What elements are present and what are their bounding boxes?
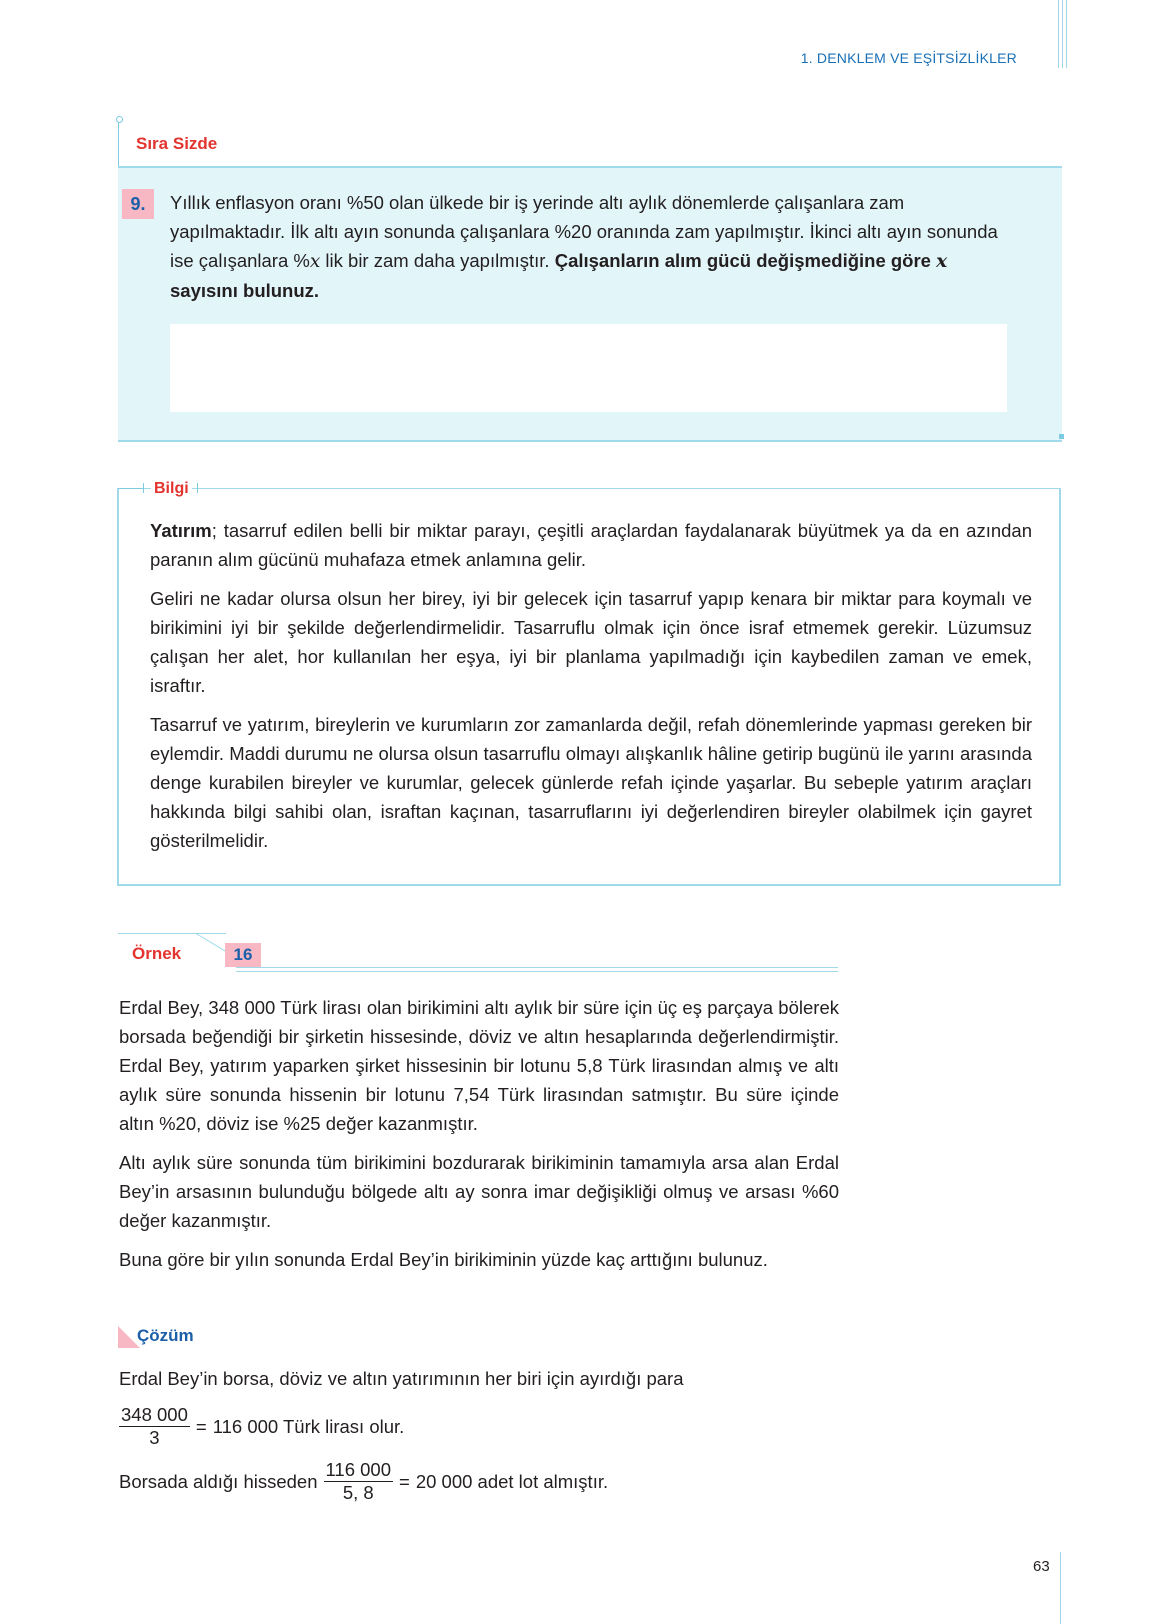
- bilgi-paragraph: Geliri ne kadar olursa olsun her birey, iyi bir gelecek için tasarruf yapıp kenara bir miktar para koymalı ve birikimini iyi bir şekilde değerlendirmelidir. Tasarruflu olmak için önce israf etmemek gerekir. Lüzumsuz çalışan her alet, hor kullanılan her eşya, iyi bir planlama yapılmadığı için kaybedilen zaman ve emek, israftır.: [150, 588, 1032, 696]
- bilgi-label: Bilgi: [151, 480, 192, 498]
- ornek-paragraph: Altı aylık süre sonunda tüm birikimini bozdurarak birikiminin tamamıyla arsa alan Erdal Bey’in arsasının bulunduğu bölgede altı ay sonra imar değişikliği olmuş ve arsası %60 değer kazanmıştır.: [119, 1152, 839, 1231]
- question-number: 9.: [122, 189, 154, 219]
- fraction: $\frac{348 000}{3}$: [121, 1404, 188, 1448]
- exercise-panel: [118, 166, 1062, 442]
- bilgi-paragraph: Tasarruf ve yatırım, bireylerin ve kurumların zor zamanlarda değil, refah dönemlerinde yapması gereken bir eylemdir. Maddi durumu ne olursa olsun tasarruflu olmayı alışkanlık hâline getirip bugünü ile yarını arasında denge kurabilen bireyler ve kurumlar, gelecek günlerde refah içinde yaşarlar. Bu sebeple yatırım araçları hakkında bilgi sahibi olan, israftan kaçınan, tasarruflarını iyi değerlendiren bireyler olabilmek için gayret gösterilmelidir.: [150, 714, 1032, 851]
- ornek-paragraph: Erdal Bey, 348 000 Türk lirası olan birikimini altı aylık bir süre için üç eş parçaya bölerek borsada beğendiği bir şirketin hissesinde, döviz ve altın hesaplarında değerlendirmiştir. Erdal Bey, yatırım yaparken şirket hissesinin bir lotunu 5,8 Türk lirasından almış ve altı aylık süre sonunda hissenin bir lotunu 7,54 Türk lirasından satmıştır. Bu süre içinde altın %20, döviz ise %25 değer kazanmıştır.: [119, 997, 839, 1134]
- sira-sizde-section: [118, 116, 1062, 443]
- ornek-header-line: [236, 971, 838, 972]
- solution-line: Erdal Bey’in borsa, döviz ve altın yatırımının her biri için ayırdığı para: [119, 1368, 684, 1389]
- answer-box: [170, 324, 1007, 412]
- bilgi-paragraph: Yatırım; tasarruf edilen belli bir miktar parayı, çeşitli araçlardan faydalanarak büyütmek ya da en azından paranın alım gücünü muhafaza etmek anlamına gelir.: [150, 520, 1032, 570]
- bilgi-label-tick: [143, 483, 144, 493]
- fraction: $\frac{116 000}{5, 8}$: [325, 1459, 391, 1503]
- ornek-number: 16: [225, 943, 261, 967]
- cozum-label: Çözüm: [137, 1326, 194, 1345]
- equation-1: $\frac{348 000}{3}$ = 116 000 Türk lirası olur.: [121, 1404, 405, 1448]
- ornek-text: [119, 993, 839, 1284]
- bilgi-label-tick: [197, 483, 198, 493]
- ornek-header-line: [118, 933, 226, 934]
- ornek-header-line: [236, 967, 838, 968]
- bilgi-label-line: [118, 488, 144, 489]
- bilgi-text: [150, 516, 1032, 865]
- equation-2: Borsada aldığı hisseden $\frac{116 000}{5, 8}$ = 20 000 adet lot almıştır.: [119, 1459, 609, 1503]
- ornek-label: Örnek: [132, 944, 182, 963]
- page-number: 63: [1033, 1558, 1050, 1575]
- page-edge-decoration: [1060, 1552, 1061, 1624]
- page-edge-decoration: [1058, 0, 1070, 68]
- section-marker-dot: [116, 116, 123, 123]
- ornek-paragraph: Buna göre bir yılın sonunda Erdal Bey’in birikiminin yüzde kaç arttığını bulunuz.: [119, 1249, 768, 1270]
- question-text: Yıllık enflasyon oranı %50 olan ülkede bir iş yerinde altı aylık dönemlerde çalışanlara zam yapılmaktadır. İlk altı ayın sonunda çalışanlara %20 oranında zam yapılmıştır. İkinci altı ayın sonunda ise çalışanlara %x lik bir zam daha yapılmıştır. Çalışanların alım gücü değişmediğine göre x sayısını bulunuz.: [170, 192, 998, 301]
- section-corner-dot: [1059, 434, 1064, 439]
- sira-sizde-label: Sıra Sizde: [136, 134, 218, 153]
- chapter-header: 1. DENKLEM VE EŞİTSİZLİKLER: [800, 50, 1017, 66]
- section-marker-line: [118, 120, 119, 168]
